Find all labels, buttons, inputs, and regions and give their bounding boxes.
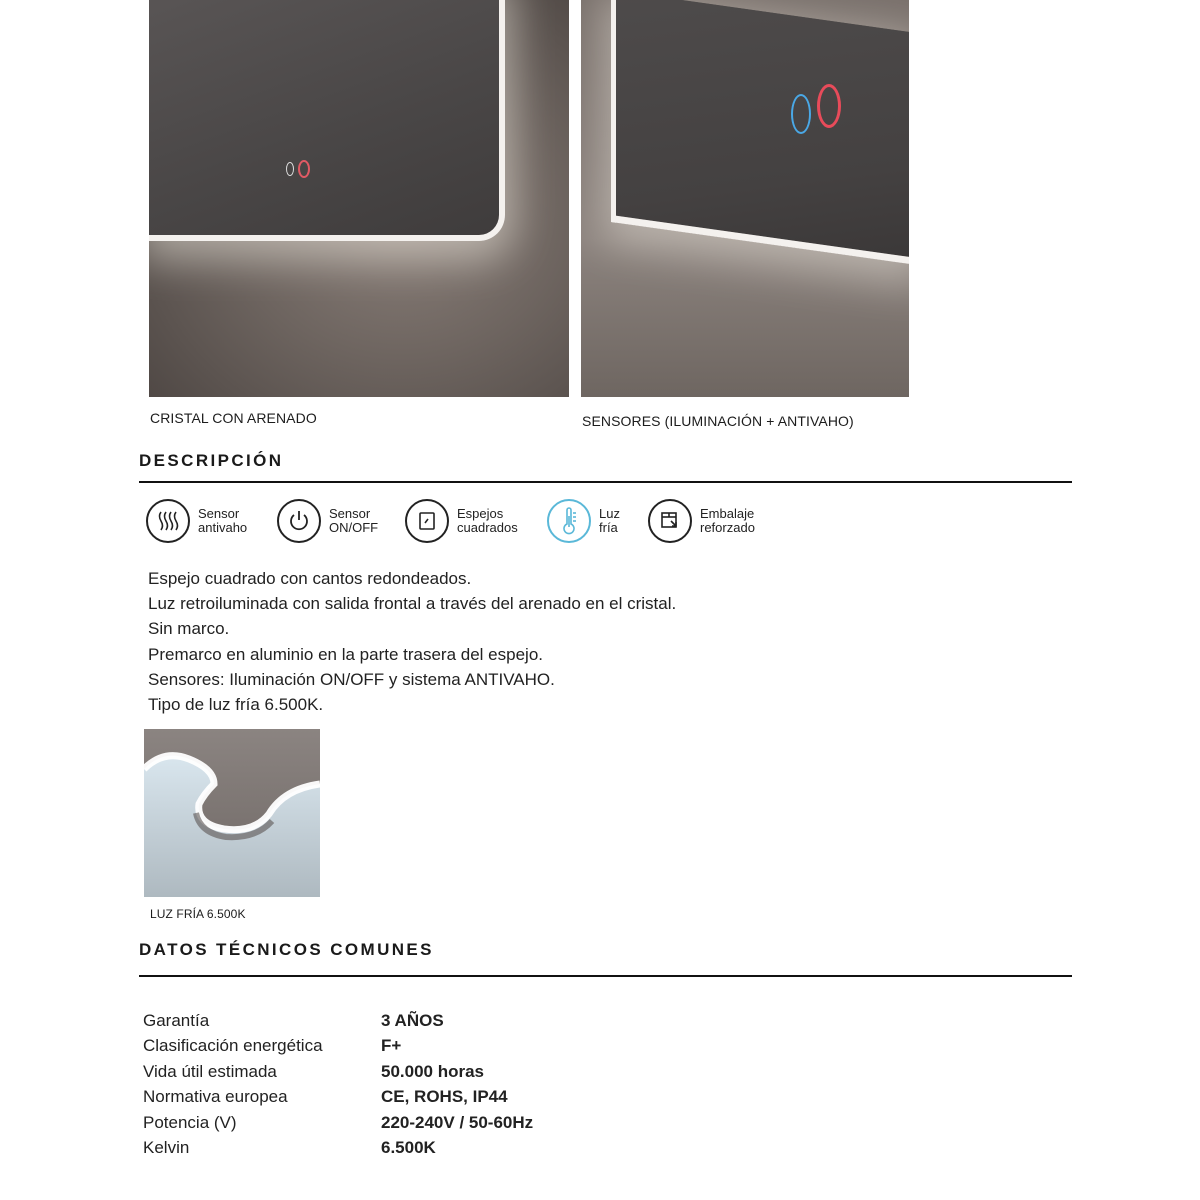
right-photo-caption: SENSORES (ILUMINACIÓN + ANTIVAHO) bbox=[582, 413, 854, 429]
light-touch-sensor bbox=[286, 162, 294, 176]
feature-label: fría bbox=[599, 520, 618, 535]
mirror-sensors-photo bbox=[581, 0, 909, 397]
spec-value: F+ bbox=[381, 1036, 402, 1056]
cold-light-photo bbox=[144, 729, 320, 897]
feature-packaging bbox=[648, 497, 780, 545]
feature-onoff bbox=[277, 497, 409, 545]
spec-value: 6.500K bbox=[381, 1137, 436, 1157]
description-title: DESCRIPCIÓN bbox=[139, 451, 284, 470]
feature-label: Embalaje bbox=[700, 506, 755, 521]
defog-touch-sensor bbox=[298, 160, 310, 178]
spec-label: Clasificación energética bbox=[143, 1036, 323, 1056]
feature-antifog bbox=[146, 497, 278, 545]
feature-label: reforzado bbox=[700, 520, 755, 535]
mirror-glass bbox=[611, 0, 909, 265]
spec-label: Normativa europea bbox=[143, 1087, 288, 1107]
spec-value: 220-240V / 50-60Hz bbox=[381, 1112, 534, 1132]
description-divider bbox=[139, 481, 1072, 483]
left-photo-caption: CRISTAL CON ARENADO bbox=[150, 410, 317, 426]
feature-label: Luz bbox=[599, 506, 620, 521]
cold-photo-caption: LUZ FRÍA 6.500K bbox=[150, 907, 246, 921]
spec-label: Vida útil estimada bbox=[143, 1061, 277, 1081]
feature-label: Sensor bbox=[329, 506, 371, 521]
feature-label: ON/OFF bbox=[329, 520, 379, 535]
feature-label: Sensor bbox=[198, 506, 240, 521]
description-line: Tipo de luz fría 6.500K. bbox=[148, 695, 324, 715]
specs-divider bbox=[139, 975, 1072, 977]
mirror-glass bbox=[149, 0, 505, 241]
thermometer-icon bbox=[547, 499, 591, 543]
spec-value: CE, ROHS, IP44 bbox=[381, 1087, 508, 1107]
description-line: Premarco en aluminio en la parte trasera del espejo. bbox=[148, 644, 543, 664]
feature-label: antivaho bbox=[198, 520, 248, 535]
spec-label: Garantía bbox=[143, 1011, 210, 1030]
description-line: Sensores: Iluminación ON/OFF y sistema ANTIVAHO. bbox=[148, 669, 555, 689]
description-text bbox=[148, 566, 676, 717]
spec-label: Potencia (V) bbox=[143, 1112, 237, 1132]
wavy-mirror-edge-graphic bbox=[144, 729, 320, 897]
spec-value: 3 AÑOS bbox=[381, 1011, 444, 1030]
light-touch-sensor bbox=[791, 94, 811, 134]
feature-square bbox=[405, 497, 537, 545]
description-line: Luz retroiluminada con salida frontal a través del arenado en el cristal. bbox=[148, 594, 677, 614]
power-icon bbox=[277, 499, 321, 543]
spec-value: 50.000 horas bbox=[381, 1061, 485, 1081]
description-line: Espejo cuadrado con cantos redondeados. bbox=[148, 569, 472, 588]
steam-sensor-icon bbox=[146, 499, 190, 543]
square-mirror-icon bbox=[405, 499, 449, 543]
description-line: Sin marco. bbox=[148, 619, 230, 639]
mirror-sandblasted-photo bbox=[149, 0, 569, 397]
spec-label: Kelvin bbox=[143, 1137, 190, 1157]
box-icon bbox=[648, 499, 692, 543]
feature-cold-light bbox=[547, 497, 639, 545]
feature-label: cuadrados bbox=[457, 520, 518, 535]
defog-touch-sensor bbox=[817, 84, 841, 128]
feature-label: Espejos bbox=[457, 506, 504, 521]
specs-title: DATOS TÉCNICOS COMUNES bbox=[139, 940, 434, 959]
